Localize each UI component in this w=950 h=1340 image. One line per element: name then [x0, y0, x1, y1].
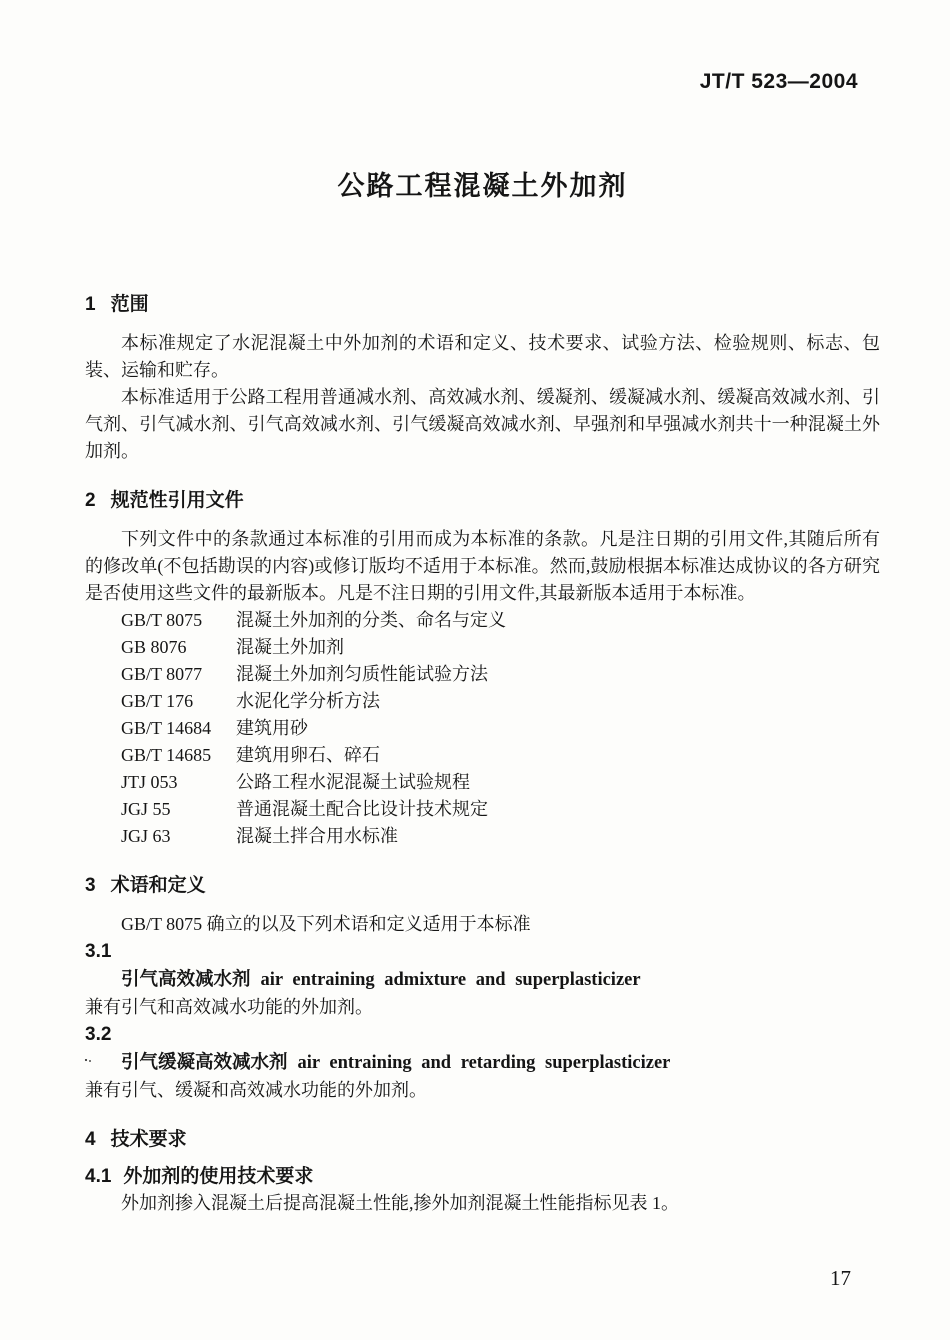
section-2-heading [85, 489, 880, 512]
references-intro-paragraph: 下列文件中的条款通过本标准的引用而成为本标准的条款。凡是注日期的引用文件,其随后所有的修改单(不包括勘误的内容)或修订版均不适用于本标准。然而,鼓励根据本标准达成协议的各方研究是否使用这些文件的最新版本。凡是不注日期的引用文件,其最新版本适用于本标准。 [85, 529, 880, 603]
reference-code: GB/T 8075 [121, 610, 203, 630]
reference-code: JGJ 55 [121, 799, 171, 819]
reference-title: 水泥化学分析方法 [236, 691, 380, 711]
terms-intro-paragraph: GB/T 8075 确立的以及下列术语和定义适用于本标准 [121, 914, 531, 934]
section-2-number: 2 [85, 490, 96, 511]
section-3-number: 3 [85, 875, 96, 896]
term-entry [85, 1021, 880, 1104]
reference-title: 建筑用砂 [236, 718, 308, 738]
section-4-1-heading [85, 1165, 880, 1188]
reference-item [121, 715, 880, 742]
term-clause-number: 3.2 [85, 1024, 112, 1045]
term-name-zh: 引气缓凝高效减水剂 [121, 1051, 288, 1072]
reference-item [121, 769, 880, 796]
section-1-number: 1 [85, 294, 96, 315]
reference-item [121, 607, 880, 634]
section-1-title: 范围 [110, 294, 149, 315]
reference-title: 普通混凝土配合比设计技术规定 [236, 799, 488, 819]
section-technical-requirements [85, 1128, 880, 1217]
section-4-1-title: 外加剂的使用技术要求 [123, 1166, 314, 1187]
reference-item [121, 661, 880, 688]
standard-code: JT/T 523—2004 [699, 70, 858, 93]
term-name-zh: 引气高效减水剂 [121, 968, 251, 989]
technical-requirements-paragraph: 外加剂掺入混凝土后提高混凝土性能,掺外加剂混凝土性能指标见表 1。 [121, 1193, 679, 1213]
term-definition: 兼有引气、缓凝和高效减水功能的外加剂。 [85, 1080, 427, 1100]
section-4-heading [85, 1128, 880, 1151]
term-heading [121, 965, 880, 994]
section-2-title: 规范性引用文件 [110, 490, 244, 511]
section-scope [85, 293, 880, 465]
section-normative-references [85, 489, 880, 850]
section-4-title: 技术要求 [110, 1129, 187, 1150]
term-name-en: air entraining and retarding superplasticizer [297, 1053, 671, 1073]
section-1-heading [85, 293, 880, 316]
scope-paragraph-1: 本标准规定了水泥混凝土中外加剂的术语和定义、技术要求、试验方法、检验规则、标志、包装、运输和贮存。 [85, 333, 880, 380]
section-terms-definitions [85, 874, 880, 1104]
document-title: 公路工程混凝土外加剂 [337, 171, 628, 201]
term-heading [121, 1048, 880, 1077]
reference-title: 混凝土外加剂 [236, 637, 344, 657]
reference-item [121, 688, 880, 715]
reference-list [121, 607, 880, 850]
reference-title: 公路工程水泥混凝土试验规程 [236, 772, 470, 792]
reference-title: 建筑用卵石、碎石 [236, 745, 380, 765]
reference-code: GB/T 14684 [121, 718, 212, 738]
term-name-en: air entraining admixture and superplasticizer [260, 970, 641, 990]
reference-code: GB/T 176 [121, 691, 194, 711]
section-4-number: 4 [85, 1129, 96, 1150]
term-entry [85, 938, 880, 1021]
reference-item [121, 823, 880, 850]
reference-title: 混凝土外加剂匀质性能试验方法 [236, 664, 488, 684]
reference-code: JTJ 053 [121, 772, 178, 792]
reference-code: GB/T 8077 [121, 664, 203, 684]
reference-code: JGJ 63 [121, 826, 171, 846]
section-3-heading [85, 874, 880, 897]
section-4-1-number: 4.1 [85, 1166, 112, 1187]
term-clause-number: 3.1 [85, 941, 112, 962]
term-definition: 兼有引气和高效减水功能的外加剂。 [85, 997, 373, 1017]
reference-item [121, 634, 880, 661]
reference-code: GB/T 14685 [121, 745, 212, 765]
scan-speck-artifact [84, 1059, 91, 1062]
page-number: 17 [830, 1266, 851, 1290]
section-3-title: 术语和定义 [110, 875, 206, 896]
scope-paragraph-2: 本标准适用于公路工程用普通减水剂、高效减水剂、缓凝剂、缓凝减水剂、缓凝高效减水剂、引气剂、引气减水剂、引气高效减水剂、引气缓凝高效减水剂、早强剂和早强减水剂共十一种混凝土外加剂。 [85, 387, 880, 461]
reference-code: GB 8076 [121, 637, 187, 657]
reference-title: 混凝土拌合用水标准 [236, 826, 398, 846]
reference-title: 混凝土外加剂的分类、命名与定义 [236, 610, 506, 630]
reference-item [121, 742, 880, 769]
reference-item [121, 796, 880, 823]
